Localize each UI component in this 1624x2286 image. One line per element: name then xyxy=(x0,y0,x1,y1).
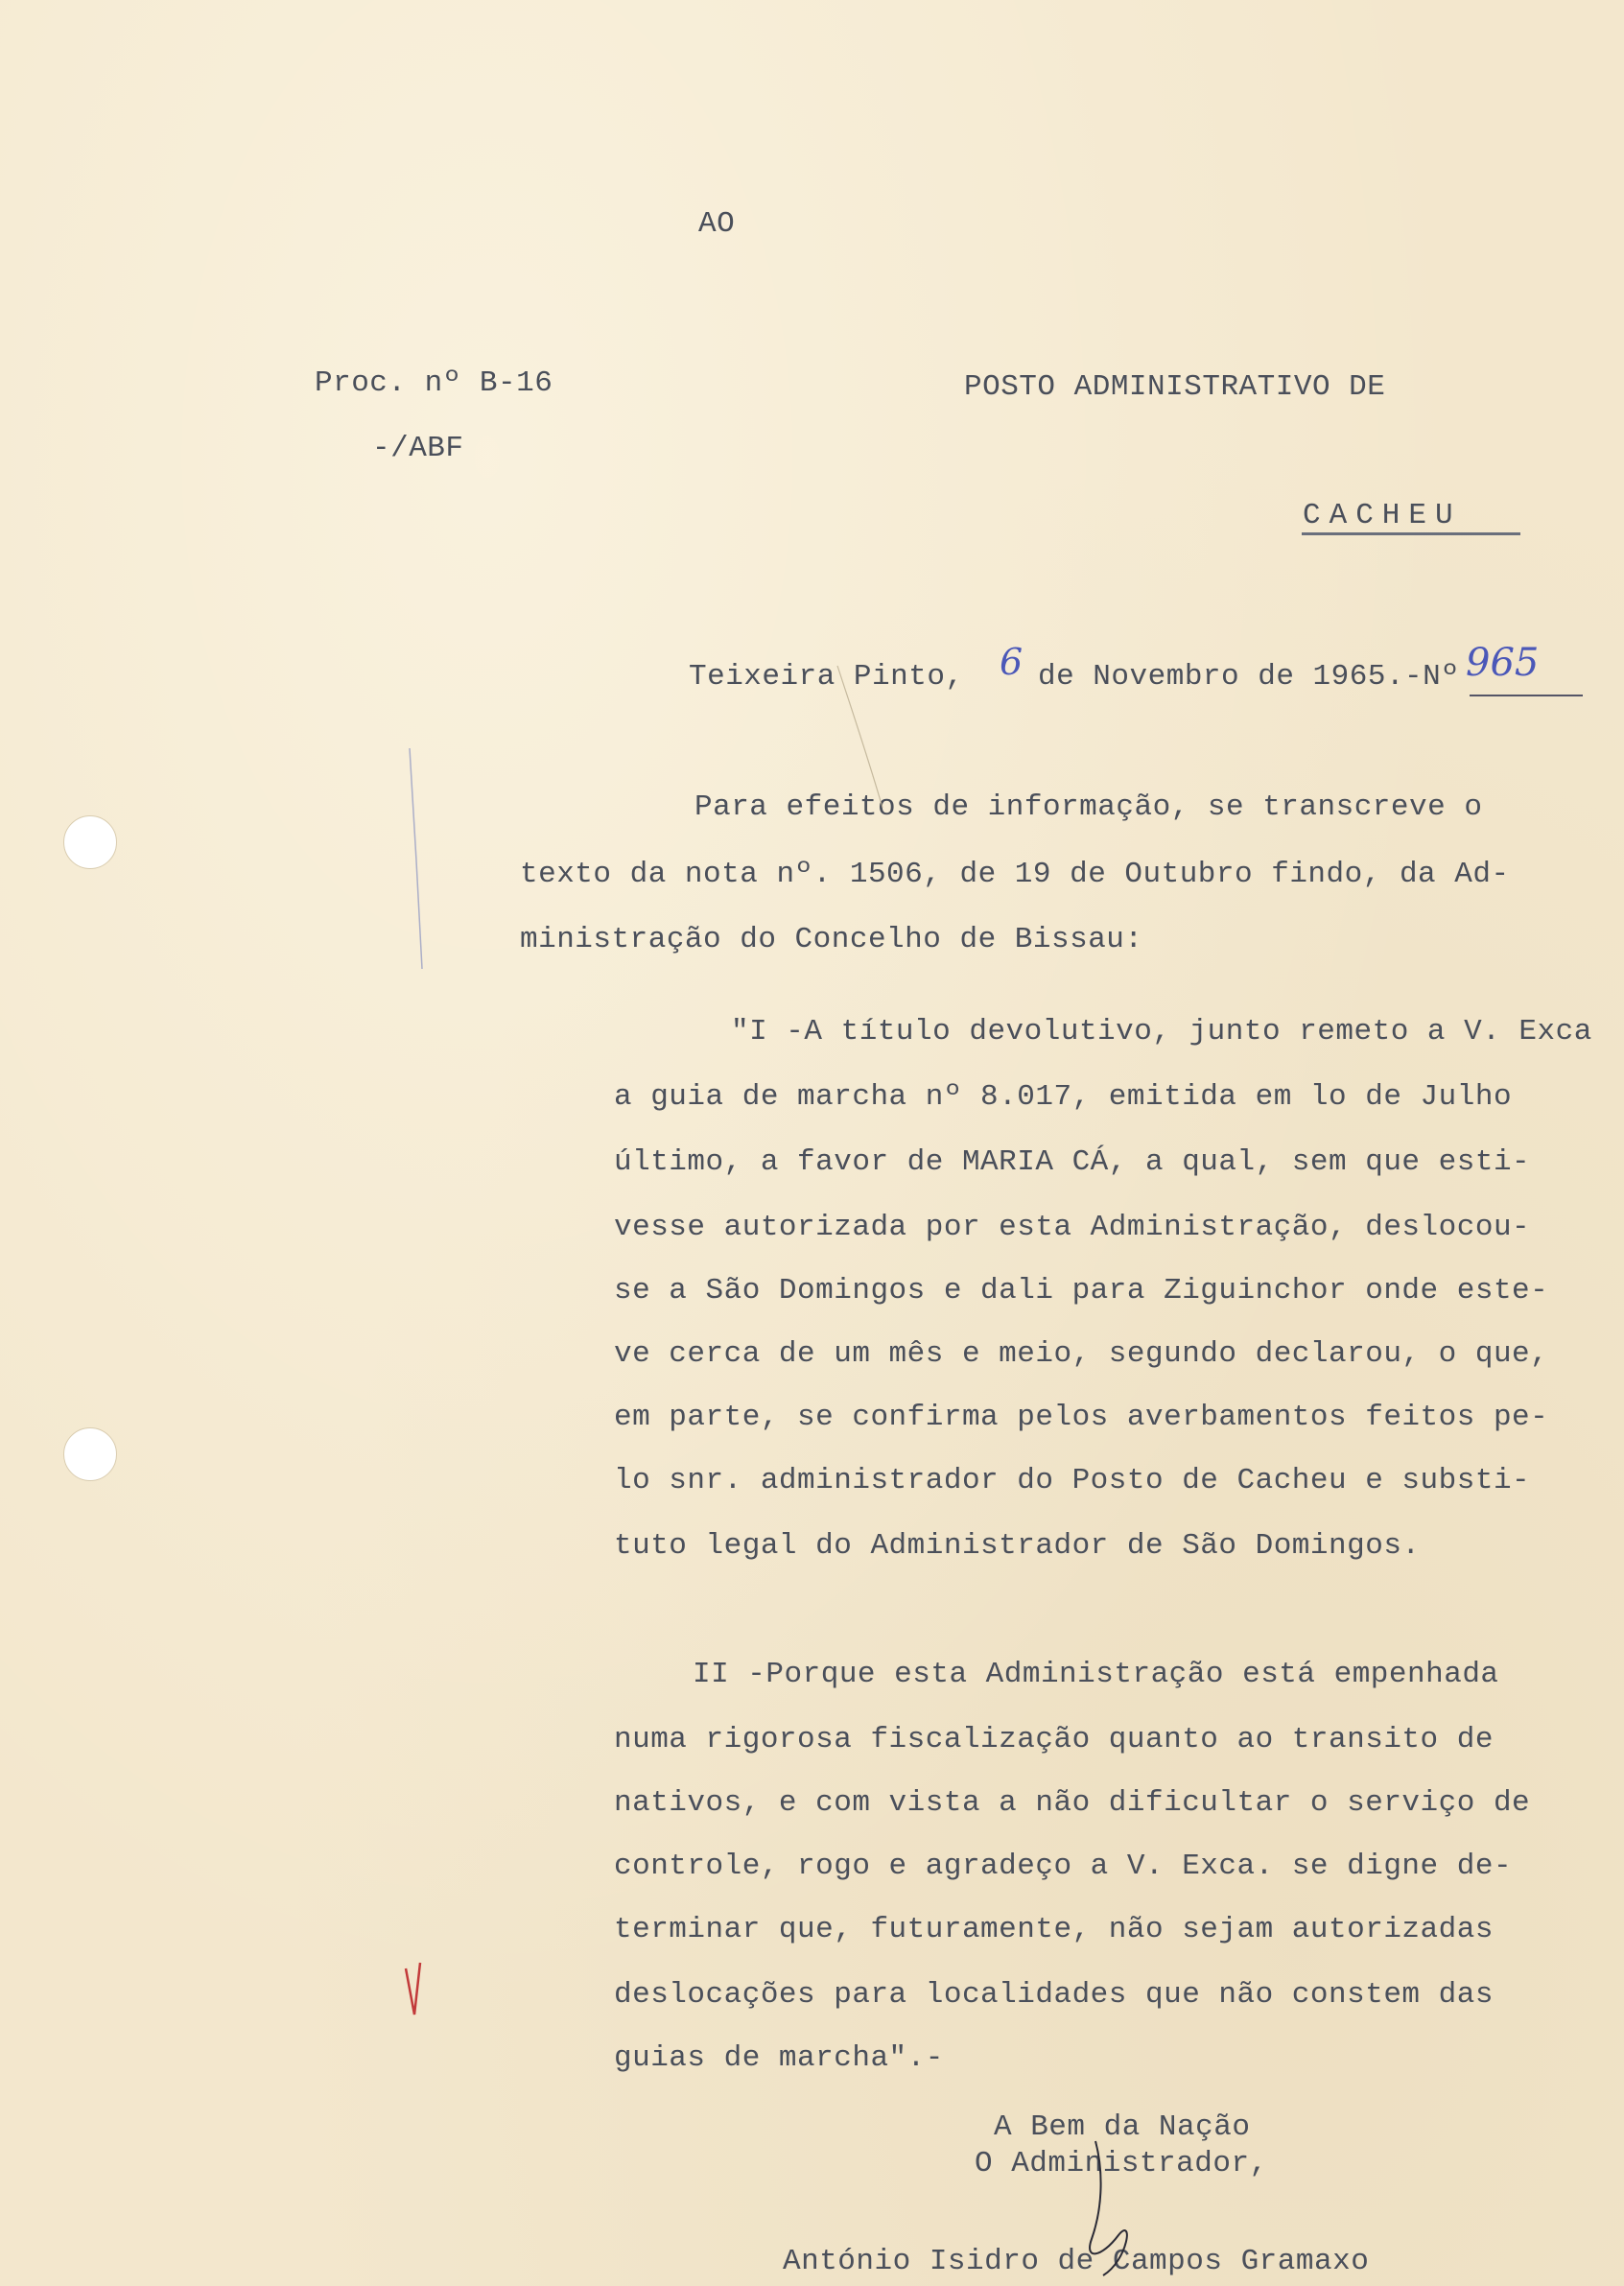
process-number: Proc. nº B-16 xyxy=(315,366,553,400)
quote-ii-line-1: II -Porque esta Administração está empenhada xyxy=(693,1658,1499,1691)
recipient-office: POSTO ADMINISTRATIVO DE xyxy=(964,370,1386,404)
recipient-location: CACHEU xyxy=(1303,499,1462,532)
quote-i-line-5: se a São Domingos e dali para Ziguinchor onde este- xyxy=(614,1274,1549,1308)
dateline-day-handwritten: 6 xyxy=(1000,641,1024,683)
signatory-title: O Administrador, xyxy=(975,2147,1268,2180)
quote-ii-line-3: nativos, e com vista a não dificultar o serviço de xyxy=(614,1786,1531,1820)
dateline-date: de Novembro de 1965.-Nº xyxy=(1038,660,1460,694)
quote-i-line-1: "I -A título devolutivo, junto remeto a V. Exca xyxy=(731,1015,1592,1049)
quote-i-line-6: ve cerca de um mês e meio, segundo declarou, o que, xyxy=(614,1337,1549,1371)
quote-ii-line-4: controle, rogo e agradeço a V. Exca. se digne de- xyxy=(614,1850,1513,1883)
quote-i-line-9: tuto legal do Administrador de São Domingos. xyxy=(614,1529,1421,1563)
dateline-number-handwritten: 965 xyxy=(1466,641,1540,685)
quote-i-line-8: lo snr. administrador do Posto de Cacheu e substi- xyxy=(614,1464,1531,1497)
quote-ii-line-2: numa rigorosa fiscalização quanto ao transito de xyxy=(614,1723,1494,1756)
intro-line-2: texto da nota nº. 1506, de 19 de Outubro findo, da Ad- xyxy=(520,858,1510,891)
dateline-place: Teixeira Pinto, xyxy=(689,660,964,694)
intro-line-1: Para efeitos de informação, se transcreve o xyxy=(694,790,1483,824)
quote-i-line-2: a guia de marcha nº 8.017, emitida em lo de Julho xyxy=(614,1080,1513,1114)
closing-salutation: A Bem da Nação xyxy=(994,2110,1251,2144)
check-mark xyxy=(406,1963,420,2015)
process-reference: -/ABF xyxy=(372,432,464,465)
quote-i-line-7: em parte, se confirma pelos averbamentos feitos pe- xyxy=(614,1401,1549,1434)
quote-i-line-4: vesse autorizada por esta Administração, deslocou- xyxy=(614,1211,1531,1244)
paper-fold-line xyxy=(837,666,883,808)
signatory-name: António Isidro de Campos Gramaxo xyxy=(783,2245,1370,2278)
quote-i-line-3: último, a favor de MARIA CÁ, a qual, sem que esti- xyxy=(614,1145,1531,1179)
addressee-prefix: AO xyxy=(698,207,736,241)
handwritten-signature xyxy=(1090,2141,1127,2275)
pencil-stroke xyxy=(410,748,422,969)
quote-ii-line-5: terminar que, futuramente, não sejam autorizadas xyxy=(614,1913,1494,1946)
quote-ii-line-7: guias de marcha".- xyxy=(614,2041,944,2075)
intro-line-3: ministração do Concelho de Bissau: xyxy=(520,923,1143,956)
quote-ii-line-6: deslocações para localidades que não constem das xyxy=(614,1978,1494,2012)
